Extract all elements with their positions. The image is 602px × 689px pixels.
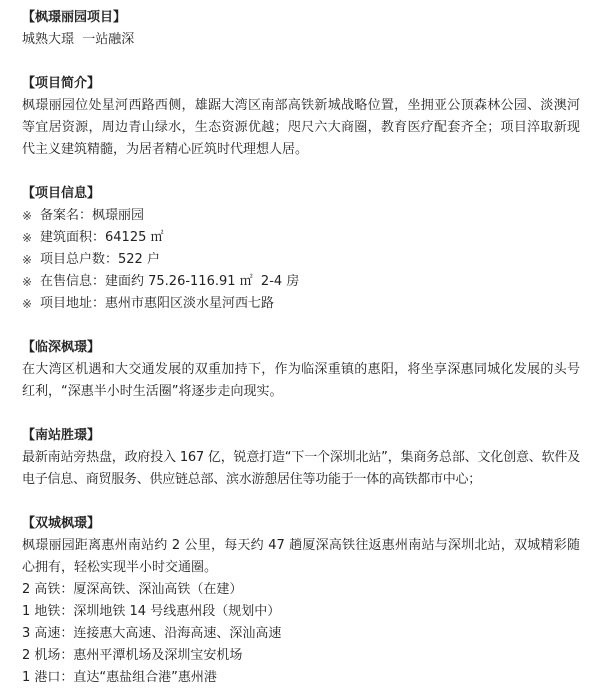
- list-item: [22, 249, 580, 271]
- bullet-icon: ※: [22, 253, 33, 267]
- spacer: [22, 315, 580, 337]
- bullet-icon: ※: [22, 275, 33, 289]
- info-list: [22, 205, 580, 315]
- list-item: [22, 293, 580, 315]
- heading-shenzhen: 【临深枫璟】: [22, 340, 101, 355]
- section-shenzhen: [22, 337, 580, 403]
- list-item: [22, 205, 580, 227]
- heading-project-title: 【枫璟丽园项目】: [22, 10, 127, 25]
- shenzhen-paragraph: 在大湾区机遇和大交通发展的双重加持下，作为临深重镇的惠阳，将坐享深惠同城化发展的头号红利，“深惠半小时生活圈”将逐步走向现实。: [22, 362, 580, 399]
- transport-line-airport: 2 机场：惠州平潭机场及深圳宝安机场: [22, 648, 243, 663]
- info-item-address: 项目地址：惠州市惠阳区淡水星河西七路: [40, 296, 275, 311]
- info-item-record-name: 备案名：枫璟丽园: [40, 208, 145, 223]
- info-item-households: 项目总户数：522 户: [40, 252, 160, 267]
- heading-dual-city: 【双城枫璟】: [22, 516, 101, 531]
- south-station-paragraph: 最新南站旁热盘，政府投入 167 亿，锐意打造“下一个深圳北站”，集商务总部、文化创意、软件及电子信息、商贸服务、供应链总部、滨水游憩居住等功能于一体的高铁都市中心；: [22, 450, 580, 487]
- list-item: [22, 271, 580, 293]
- section-project-title: [22, 7, 580, 51]
- section-info: [22, 183, 580, 315]
- info-item-floor-area: 建筑面积：64125 ㎡: [40, 230, 164, 245]
- dual-city-paragraph: 枫璟丽园距离惠州南站约 2 公里，每天约 47 趟厦深高铁往返惠州南站与深圳北站，双城精彩随心拥有，轻松实现半小时交通圈。: [22, 538, 580, 575]
- bullet-icon: ※: [22, 231, 33, 245]
- bullet-icon: ※: [22, 297, 33, 311]
- section-south-station: [22, 425, 580, 491]
- spacer: [22, 161, 580, 183]
- spacer: [22, 403, 580, 425]
- section-dual-city: [22, 513, 580, 689]
- section-intro: [22, 73, 580, 161]
- heading-south-station: 【南站胜璟】: [22, 428, 101, 443]
- spacer: [22, 491, 580, 513]
- info-item-on-sale: 在售信息：建面约 75.26-116.91 ㎡ 2-4 房: [40, 274, 300, 289]
- transport-line-metro: 1 地铁：深圳地铁 14 号线惠州段（规划中）: [22, 604, 281, 619]
- list-item: [22, 227, 580, 249]
- heading-info: 【项目信息】: [22, 186, 101, 201]
- heading-intro: 【项目简介】: [22, 76, 101, 91]
- intro-paragraph: 枫璟丽园位处星河西路西侧，雄踞大湾区南部高铁新城战略位置，坐拥亚公顶森林公园、淡澳河等宜居资源，周边青山绿水，生态资源优越；咫尺六大商圈，教育医疗配套齐全；项目淬取新现代主义建筑精髓，为居者精心匠筑时代理想人居。: [22, 98, 580, 157]
- transport-line-rail: 2 高铁：厦深高铁、深汕高铁（在建）: [22, 582, 243, 597]
- bullet-icon: ※: [22, 209, 33, 223]
- spacer: [22, 51, 580, 73]
- transport-line-highway: 3 高速：连接惠大高速、沿海高速、深汕高速: [22, 626, 282, 641]
- transport-line-port: 1 港口：直达“惠盐组合港”惠州港: [22, 670, 217, 685]
- slogan: 城熟大璟 一站融深: [22, 32, 135, 47]
